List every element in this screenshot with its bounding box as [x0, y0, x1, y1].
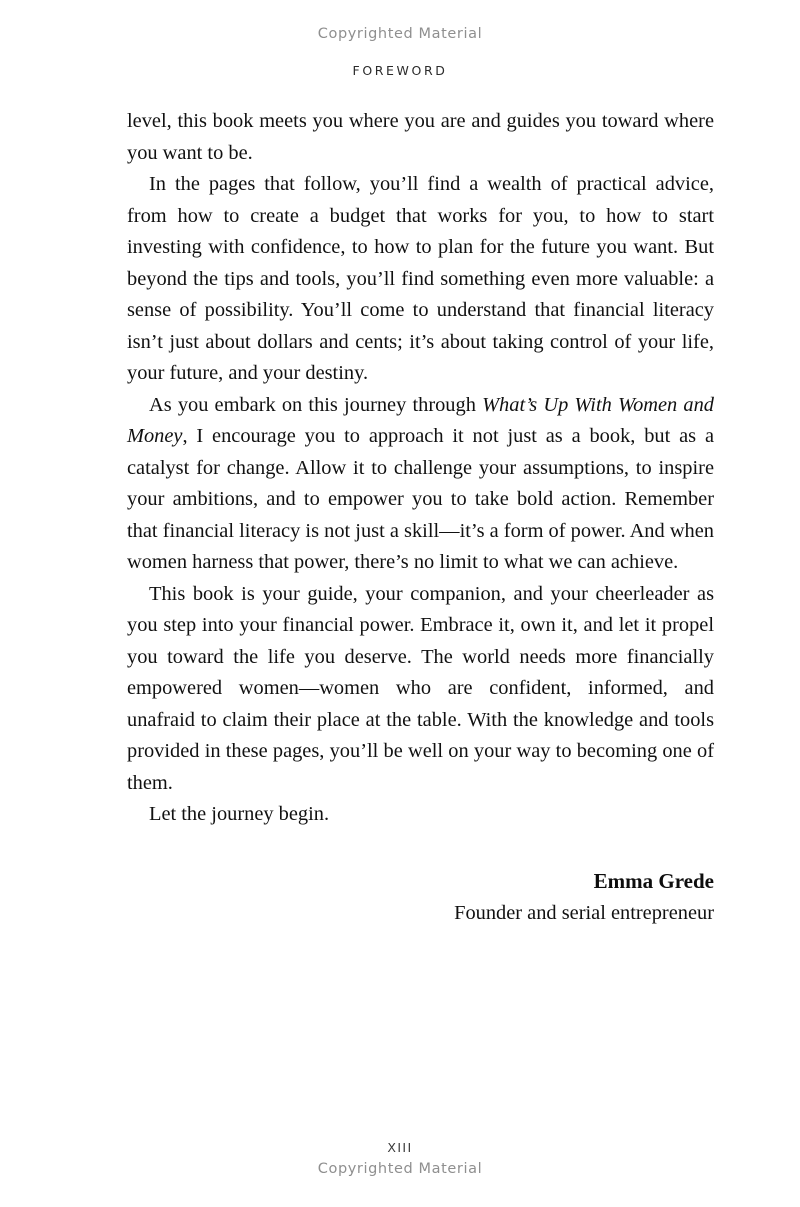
paragraph-text-before-title: As you embark on this journey through: [149, 393, 483, 416]
signature-role: Founder and serial entrepreneur: [454, 901, 714, 924]
copyright-watermark-top: Copyrighted Material: [317, 26, 483, 42]
paragraph-text-after-title: , I encourage you to approach it not just as a book, but as a catalyst for change. Allow it to challenge your assumptions, to inspire your ambitions, and to empower you to take bold action. Remember that financial literacy is not just a skill—it’s a form of power. And when women harness that power, there’s no limit to what we can achieve.: [127, 425, 714, 573]
copyright-watermark-bottom: Copyrighted Material: [317, 1161, 483, 1177]
paragraph-this-book-is-your-guide: This book is your guide, your companion, and your cheerleader as you step into your financial power. Embrace it, own it, and let it propel you toward the life you deserve. The world needs more financially empowered women—women who are confident, informed, and unafraid to claim their place at the table. With the knowledge and tools provided in these pages, you’ll be well on your way to becoming one of them.: [127, 582, 714, 794]
page-number: XIII: [387, 1140, 413, 1155]
signature-name: Emma Grede: [593, 869, 714, 893]
paragraph-continued: level, this book meets you where you are and guides you toward where you want to be.: [127, 110, 714, 164]
paragraph-let-the-journey-begin: Let the journey begin.: [149, 803, 330, 825]
running-head-foreword: FOREWORD: [352, 63, 448, 78]
paragraph-as-you-embark: [127, 390, 714, 579]
body-text-column: [127, 106, 714, 831]
book-title-italic: What’s Up With Women and Money: [127, 393, 714, 447]
signature-block: [127, 866, 714, 929]
paragraph-pages-that-follow: In the pages that follow, you’ll find a wealth of practical advice, from how to create a budget that works for you, to how to start investing with confidence, to how to plan for the future you want. But beyond the tips and tools, you’ll find something even more valuable: a sense of possibility. You’ll come to understand that financial literacy isn’t just about dollars and cents; it’s about taking control of your life, your future, and your destiny.: [127, 173, 714, 384]
